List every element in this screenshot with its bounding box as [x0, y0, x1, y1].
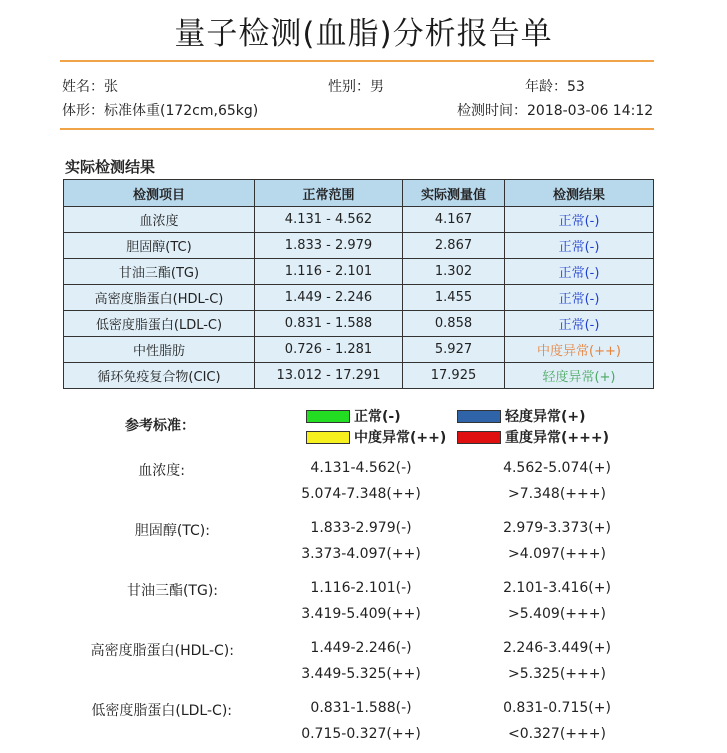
test-time: 检测时间：2018-03-06 14:12 [457, 103, 654, 119]
ref-name: 胆固醇(TC): [134, 523, 210, 539]
row-value: 2.867 [403, 233, 505, 259]
row-range: 4.131 - 4.562 [255, 207, 403, 233]
ref-light: 2.246-3.449(+) [503, 640, 611, 656]
row-item: 高密度脂蛋白(HDL-C) [64, 285, 255, 311]
legend-swatch-mid [306, 431, 350, 444]
ref-light: 2.979-3.373(+) [503, 520, 611, 536]
ref-light: 4.562-5.074(+) [503, 460, 611, 476]
patient-name: 姓名：张 [62, 79, 118, 95]
header-range: 正常范围 [255, 180, 403, 207]
row-result: 正常(-) [505, 233, 654, 259]
row-result: 正常(-) [505, 285, 654, 311]
table-row [64, 285, 654, 311]
row-result: 轻度异常(+) [505, 363, 654, 389]
ref-normal: 0.831-1.588(-) [310, 700, 412, 716]
ref-normal: 4.131-4.562(-) [310, 460, 412, 476]
ref-normal: 1.116-2.101(-) [310, 580, 412, 596]
legend-swatch-light [457, 410, 501, 423]
ref-name: 低密度脂蛋白(LDL-C): [91, 703, 232, 719]
table-row [64, 207, 654, 233]
table-header-row [64, 180, 654, 207]
row-value: 0.858 [403, 311, 505, 337]
ref-severe: >7.348(+++) [508, 486, 606, 502]
ref-severe: >5.409(+++) [508, 606, 606, 622]
table-row [64, 363, 654, 389]
row-value: 17.925 [403, 363, 505, 389]
row-item: 胆固醇(TC) [64, 233, 255, 259]
patient-gender: 性别：男 [328, 79, 384, 95]
ref-normal: 1.449-2.246(-) [310, 640, 412, 656]
ref-light: 0.831-0.715(+) [503, 700, 611, 716]
legend-swatch-normal [306, 410, 350, 423]
ref-name: 血浓度: [138, 463, 185, 479]
row-item: 甘油三酯(TG) [64, 259, 255, 285]
header-item: 检测项目 [64, 180, 255, 207]
row-range: 0.726 - 1.281 [255, 337, 403, 363]
row-item: 血浓度 [64, 207, 255, 233]
report-title: 量子检测(血脂)分析报告单 [174, 16, 553, 52]
ref-mid: 3.419-5.409(++) [301, 606, 421, 622]
ref-severe: >5.325(+++) [508, 666, 606, 682]
legend-text-mid: 中度异常(++) [354, 430, 447, 446]
header-value: 实际测量值 [403, 180, 505, 207]
ref-light: 2.101-3.416(+) [503, 580, 611, 596]
row-range: 1.833 - 2.979 [255, 233, 403, 259]
patient-body-shape: 体形：标准体重(172cm,65kg) [62, 103, 259, 119]
row-range: 1.449 - 2.246 [255, 285, 403, 311]
ref-mid: 3.449-5.325(++) [301, 666, 421, 682]
row-range: 1.116 - 2.101 [255, 259, 403, 285]
row-value: 1.455 [403, 285, 505, 311]
ref-severe: <0.327(+++) [508, 726, 606, 742]
row-result: 正常(-) [505, 311, 654, 337]
row-result: 正常(-) [505, 207, 654, 233]
ref-normal: 1.833-2.979(-) [310, 520, 412, 536]
row-range: 13.012 - 17.291 [255, 363, 403, 389]
legend-text-normal: 正常(-) [354, 409, 401, 425]
row-value: 4.167 [403, 207, 505, 233]
table-row [64, 233, 654, 259]
ref-mid: 0.715-0.327(++) [301, 726, 421, 742]
legend-text-severe: 重度异常(+++) [505, 430, 609, 446]
table-row [64, 259, 654, 285]
results-table [63, 179, 654, 389]
row-item: 循环免疫复合物(CIC) [64, 363, 255, 389]
section-title: 实际检测结果 [65, 158, 156, 176]
legend-label: 参考标准： [125, 418, 195, 434]
ref-mid: 5.074-7.348(++) [301, 486, 421, 502]
row-value: 5.927 [403, 337, 505, 363]
legend-mid [306, 427, 446, 447]
legend-normal [306, 406, 401, 426]
row-value: 1.302 [403, 259, 505, 285]
ref-severe: >4.097(+++) [508, 546, 606, 562]
info-divider [60, 128, 654, 130]
row-range: 0.831 - 1.588 [255, 311, 403, 337]
patient-age: 年龄：53 [525, 79, 585, 95]
row-item: 低密度脂蛋白(LDL-C) [64, 311, 255, 337]
ref-name: 甘油三酯(TG): [126, 583, 218, 599]
top-divider [60, 60, 654, 62]
ref-mid: 3.373-4.097(++) [301, 546, 421, 562]
header-result: 检测结果 [505, 180, 654, 207]
row-item: 中性脂肪 [64, 337, 255, 363]
table-row [64, 311, 654, 337]
row-result: 中度异常(++) [505, 337, 654, 363]
legend-severe [457, 427, 609, 447]
legend-swatch-severe [457, 431, 501, 444]
legend-text-light: 轻度异常(+) [505, 409, 586, 425]
legend-light [457, 406, 586, 426]
table-row [64, 337, 654, 363]
row-result: 正常(-) [505, 259, 654, 285]
ref-name: 高密度脂蛋白(HDL-C): [90, 643, 234, 659]
